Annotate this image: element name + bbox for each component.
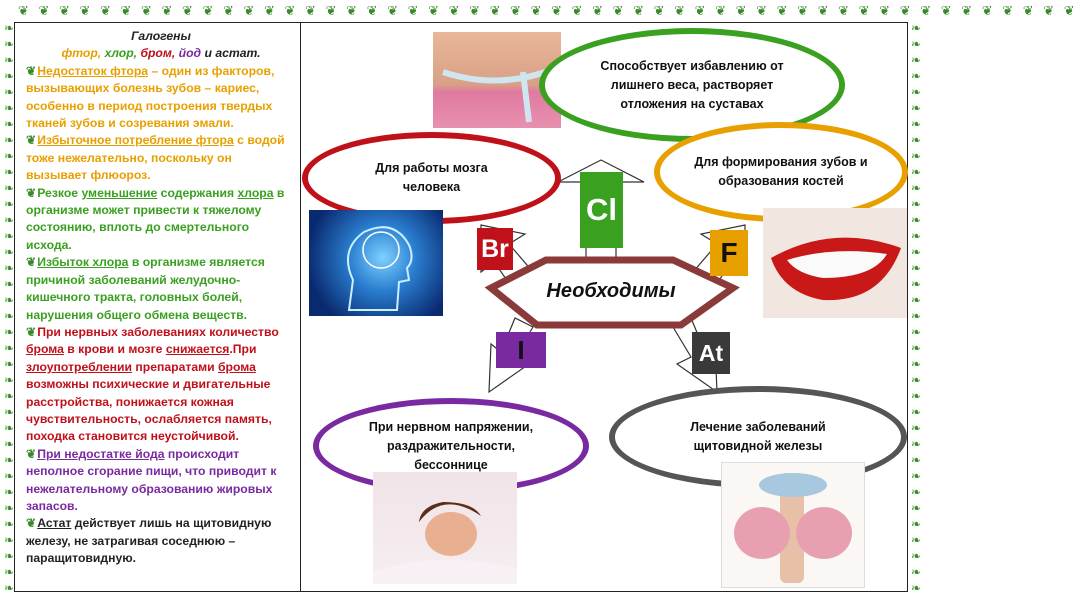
paragraph-text: При [232, 342, 257, 357]
paragraph-text: с водой тоже нежелательно, поскольку он вызывает флюороз. [26, 133, 285, 183]
element-bromine: Br [477, 228, 513, 270]
leaf-bullet-icon: ❦ [26, 324, 37, 339]
oval-teeth: Для формирования зубов и образования костей [654, 122, 908, 222]
paragraph-fluorine-deficit [26, 63, 296, 133]
page-title: Галогены [131, 29, 191, 43]
paragraph-text: . [229, 342, 233, 357]
paragraph-keyword: хлора [237, 185, 274, 200]
photo-sleeping-woman [373, 472, 517, 584]
oval-brain: Для работы мозга человека [302, 132, 561, 224]
leaf-bullet-icon: ❦ [26, 63, 37, 78]
element-chlorine: Cl [580, 172, 623, 248]
halogen-iodine: йод [178, 46, 202, 61]
oval-weight-loss: Способствует избавлению от лишнего веса, растворяет отложения на суставах [539, 28, 845, 142]
halogen-bromine: бром, [140, 46, 176, 61]
diagram-panel [301, 22, 908, 592]
leaf-bullet-icon: ❦ [26, 255, 37, 270]
paragraph-text: Резкое [37, 185, 82, 200]
paragraph-text: в организме может привести к тяжелому состоянию, вплоть до смертельного исхода. [26, 185, 285, 252]
halogen-chlorine: хлор, [104, 46, 138, 61]
paragraph-keyword: снижается [165, 342, 230, 357]
paragraph-text: происходит неполное сгорание пищи, что приводит к нежелательному образованию жировых запасов. [26, 446, 277, 513]
head-silhouette-icon [309, 210, 443, 316]
thyroid-gland-icon [722, 463, 864, 587]
paragraph-keyword: уменьшение [81, 185, 158, 200]
halogen-list [26, 45, 296, 62]
sleeping-woman-icon [373, 472, 517, 584]
oval-thyroid: Лечение заболеваний щитовидной железы [609, 386, 907, 488]
vine-border-top: ❦ ❦ ❦ ❦ ❦ ❦ ❦ ❦ ❦ ❦ ❦ ❦ ❦ ❦ ❦ ❦ ❦ ❦ ❦ ❦ ❦ ❦ ❦ ❦ ❦ ❦ ❦ ❦ ❦ ❦ ❦ ❦ ❦ ❦ ❦ ❦ ❦ ❦ ❦ ❦ ❦ ❦ ❦ ❦ ❦ ❦ ❦ ❦ ❦ ❦ ❦ ❦ [18, 3, 1078, 18]
center-label: Необходимы [546, 280, 676, 302]
leaf-bullet-icon: ❦ [26, 516, 37, 531]
paragraph-keyword: брома [26, 342, 64, 357]
halogen-fluorine: фтор, [61, 46, 102, 61]
paragraph-keyword: Избыточное потребление фтора [37, 133, 234, 148]
paragraph-text: При нервных заболеваниях количество [37, 324, 279, 339]
element-iodine: I [496, 332, 546, 368]
leaf-bullet-icon: ❦ [26, 133, 37, 148]
paragraph-bromine-nervous [26, 324, 296, 446]
paragraph-text: действует лишь на щитовидную железу, не затрагивая соседнюю – паращитовидную. [26, 516, 272, 566]
vine-border-left: ❧ ❧ ❧ ❧ ❧ ❧ ❧ ❧ ❧ ❧ ❧ ❧ ❧ ❧ ❧ ❧ ❧ ❧ ❧ ❧ ❧ ❧ ❧ ❧ ❧ ❧ ❧ ❧ ❧ ❧ ❧ ❧ ❧ ❧ ❧ ❧ [3, 21, 15, 595]
paragraph-astatine [26, 515, 296, 567]
paragraph-iodine [26, 446, 296, 516]
paragraph-text: препаратами [132, 359, 218, 374]
paragraph-text: возможны психические и двигательные расстройства, понижается кожная чувствительность, ослабляется память, походка становится неустойчивой. [26, 377, 272, 444]
paragraph-text: – один из факторов, вызывающих болезнь зубов – кариес, особенно в период построения твердых тканей зубов и созревания эмали. [26, 63, 275, 131]
paragraph-chlorine-excess [26, 254, 296, 324]
paragraph-keyword: Астат [37, 516, 72, 531]
lips-icon [763, 208, 907, 318]
text-column [26, 28, 296, 568]
halogen-and: и [201, 46, 216, 61]
paragraph-text: содержания [157, 185, 238, 200]
halogen-astatine: астат. [215, 46, 261, 61]
element-fluorine: F [710, 230, 748, 276]
paragraph-keyword: брома [218, 359, 256, 374]
photo-smile [763, 208, 907, 318]
paragraph-keyword: злоупотреблении [26, 359, 133, 374]
photo-thyroid [721, 462, 865, 588]
photo-brain [309, 210, 443, 316]
paragraph-text: в организме является причиной заболеваний желудочно-кишечного тракта, головных болей, нарушения общего обмена веществ. [26, 255, 265, 322]
vine-border-right: ❧ ❧ ❧ ❧ ❧ ❧ ❧ ❧ ❧ ❧ ❧ ❧ ❧ ❧ ❧ ❧ ❧ ❧ ❧ ❧ ❧ ❧ ❧ ❧ ❧ ❧ ❧ ❧ ❧ ❧ ❧ ❧ ❧ ❧ ❧ ❧ [910, 21, 922, 595]
paragraph-chlorine-decrease [26, 185, 296, 255]
oval-nerves: При нервном напряжении, раздражительности, бессоннице [313, 398, 589, 494]
paragraph-keyword: При недостатке йода [37, 446, 165, 461]
paragraph-fluorine-excess [26, 132, 296, 184]
element-astatine: At [692, 332, 730, 374]
paragraph-keyword: Избыток хлора [37, 255, 129, 270]
paragraph-keyword: Недостаток фтора [37, 63, 149, 78]
leaf-bullet-icon: ❦ [26, 185, 37, 200]
leaf-bullet-icon: ❦ [26, 446, 37, 461]
paragraph-text: в крови и мозге [63, 342, 166, 357]
